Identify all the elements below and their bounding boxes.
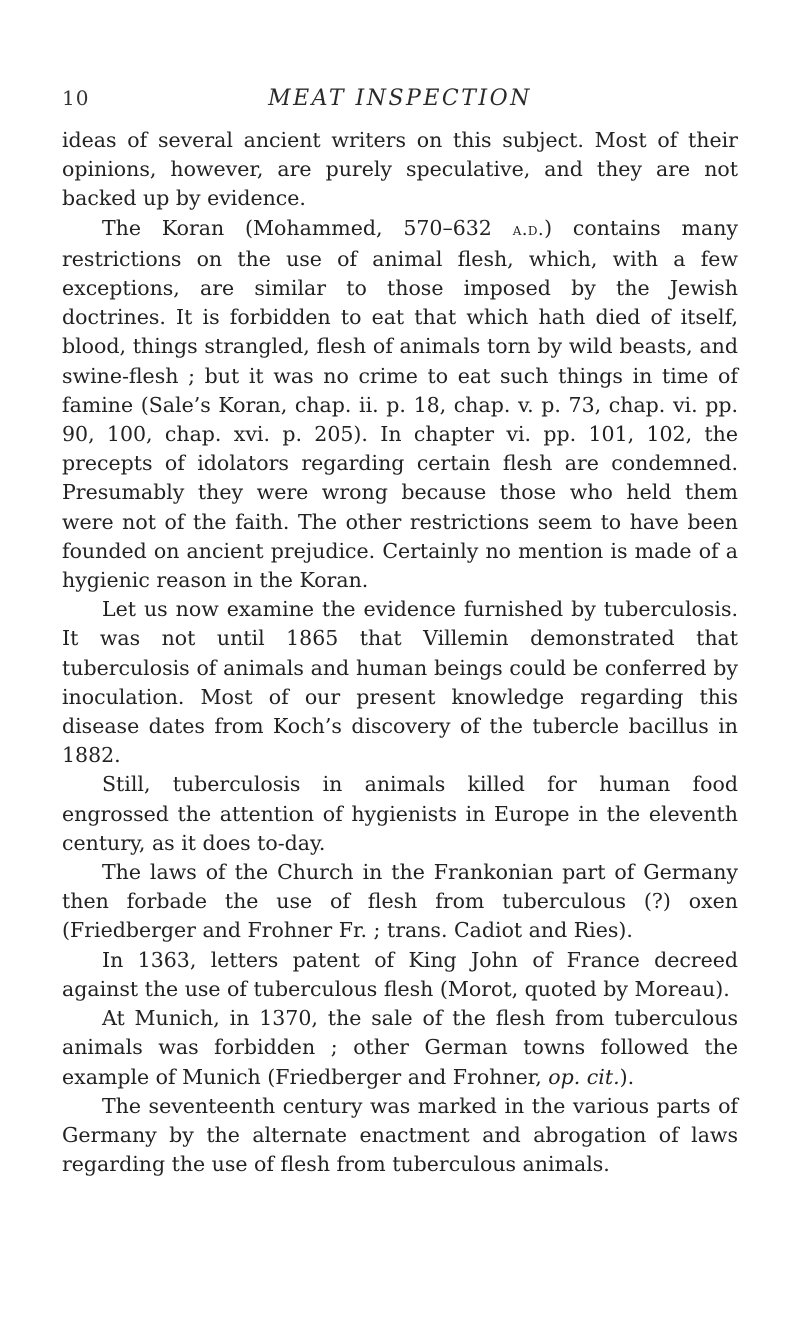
paragraph-eleventh-century [62, 770, 738, 858]
paragraph-continued [62, 126, 738, 214]
page-number: 10 [62, 86, 90, 110]
citation-op-cit: op. cit. [548, 1064, 620, 1089]
paragraph-king-john [62, 946, 738, 1004]
paragraph-text: At Munich, in 1370, the sale of the flesh from tuberculous animals was forbidden ; other German towns followed the example of Munich (Friedberger and Frohner, [62, 1006, 738, 1089]
running-title: MEAT INSPECTION [268, 86, 532, 111]
paragraph-text: The seventeenth century was marked in the various parts of Germany by the alternate enactment and abrogation of laws regarding the use of flesh from tuberculous animals. [62, 1093, 738, 1177]
paragraph-text: Still, tuberculosis in animals killed for human food engrossed the attention of hygienists in Europe in the eleventh century, as it does to-day. [62, 772, 738, 855]
page-header [62, 86, 738, 118]
paragraph-church-laws [62, 858, 738, 946]
paragraph-text: In 1363, letters patent of King John of France decreed against the use of tuberculous flesh (Morot, quoted by Moreau). [62, 947, 738, 1001]
paragraph-tuberculosis [62, 595, 738, 770]
body-text [62, 126, 738, 1179]
paragraph-munich [62, 1004, 738, 1092]
paragraph-text: ) contains many restrictions on the use of animal flesh, which, with a few exceptions, are similar to those imposed by the Jewish doctrines. It is forbidden to eat that which hath died of itself, blood, things strangled, flesh of animals torn by wild beasts, and swine-flesh ; but it was no crime to eat such things in time of famine (Sale’s Koran, chap. ii. p. 18, chap. v. p. 73, chap. vi. pp. 90, 100, chap. xvi. p. 205). In chapter vi. pp. 101, 102, the precepts of idolators regarding certain flesh are condemned. Presumably they were wrong because those who held them were not of the faith. The other restrictions seem to have been founded on ancient prejudice. Certainly no mention is made of a hygienic reason in the Koran. [62, 215, 738, 593]
paragraph-text: ). [619, 1064, 635, 1089]
era-abbreviation: a.d. [512, 219, 545, 240]
paragraph-text: Let us now examine the evidence furnished by tuberculosis. It was not until 1865 that Villemin demonstrated that tuberculosis of animals and human beings could be conferred by inoculation. Most of our present knowledge regarding this disease dates from Koch’s discovery of the tubercle bacillus in 1882. [62, 597, 738, 768]
paragraph-text: ideas of several ancient writers on this subject. Most of their opinions, however, are purely speculative, and they are not backed up by evidence. [62, 128, 738, 211]
paragraph-text: The Koran (Mohammed, 570–632 [102, 215, 513, 240]
paragraph-koran [62, 214, 738, 596]
paragraph-text: The laws of the Church in the Frankonian part of Germany then forbade the use of flesh from tuberculous (?) oxen (Friedberger and Frohner Fr. ; trans. Cadiot and Ries). [62, 860, 738, 943]
paragraph-seventeenth-century [62, 1092, 738, 1180]
